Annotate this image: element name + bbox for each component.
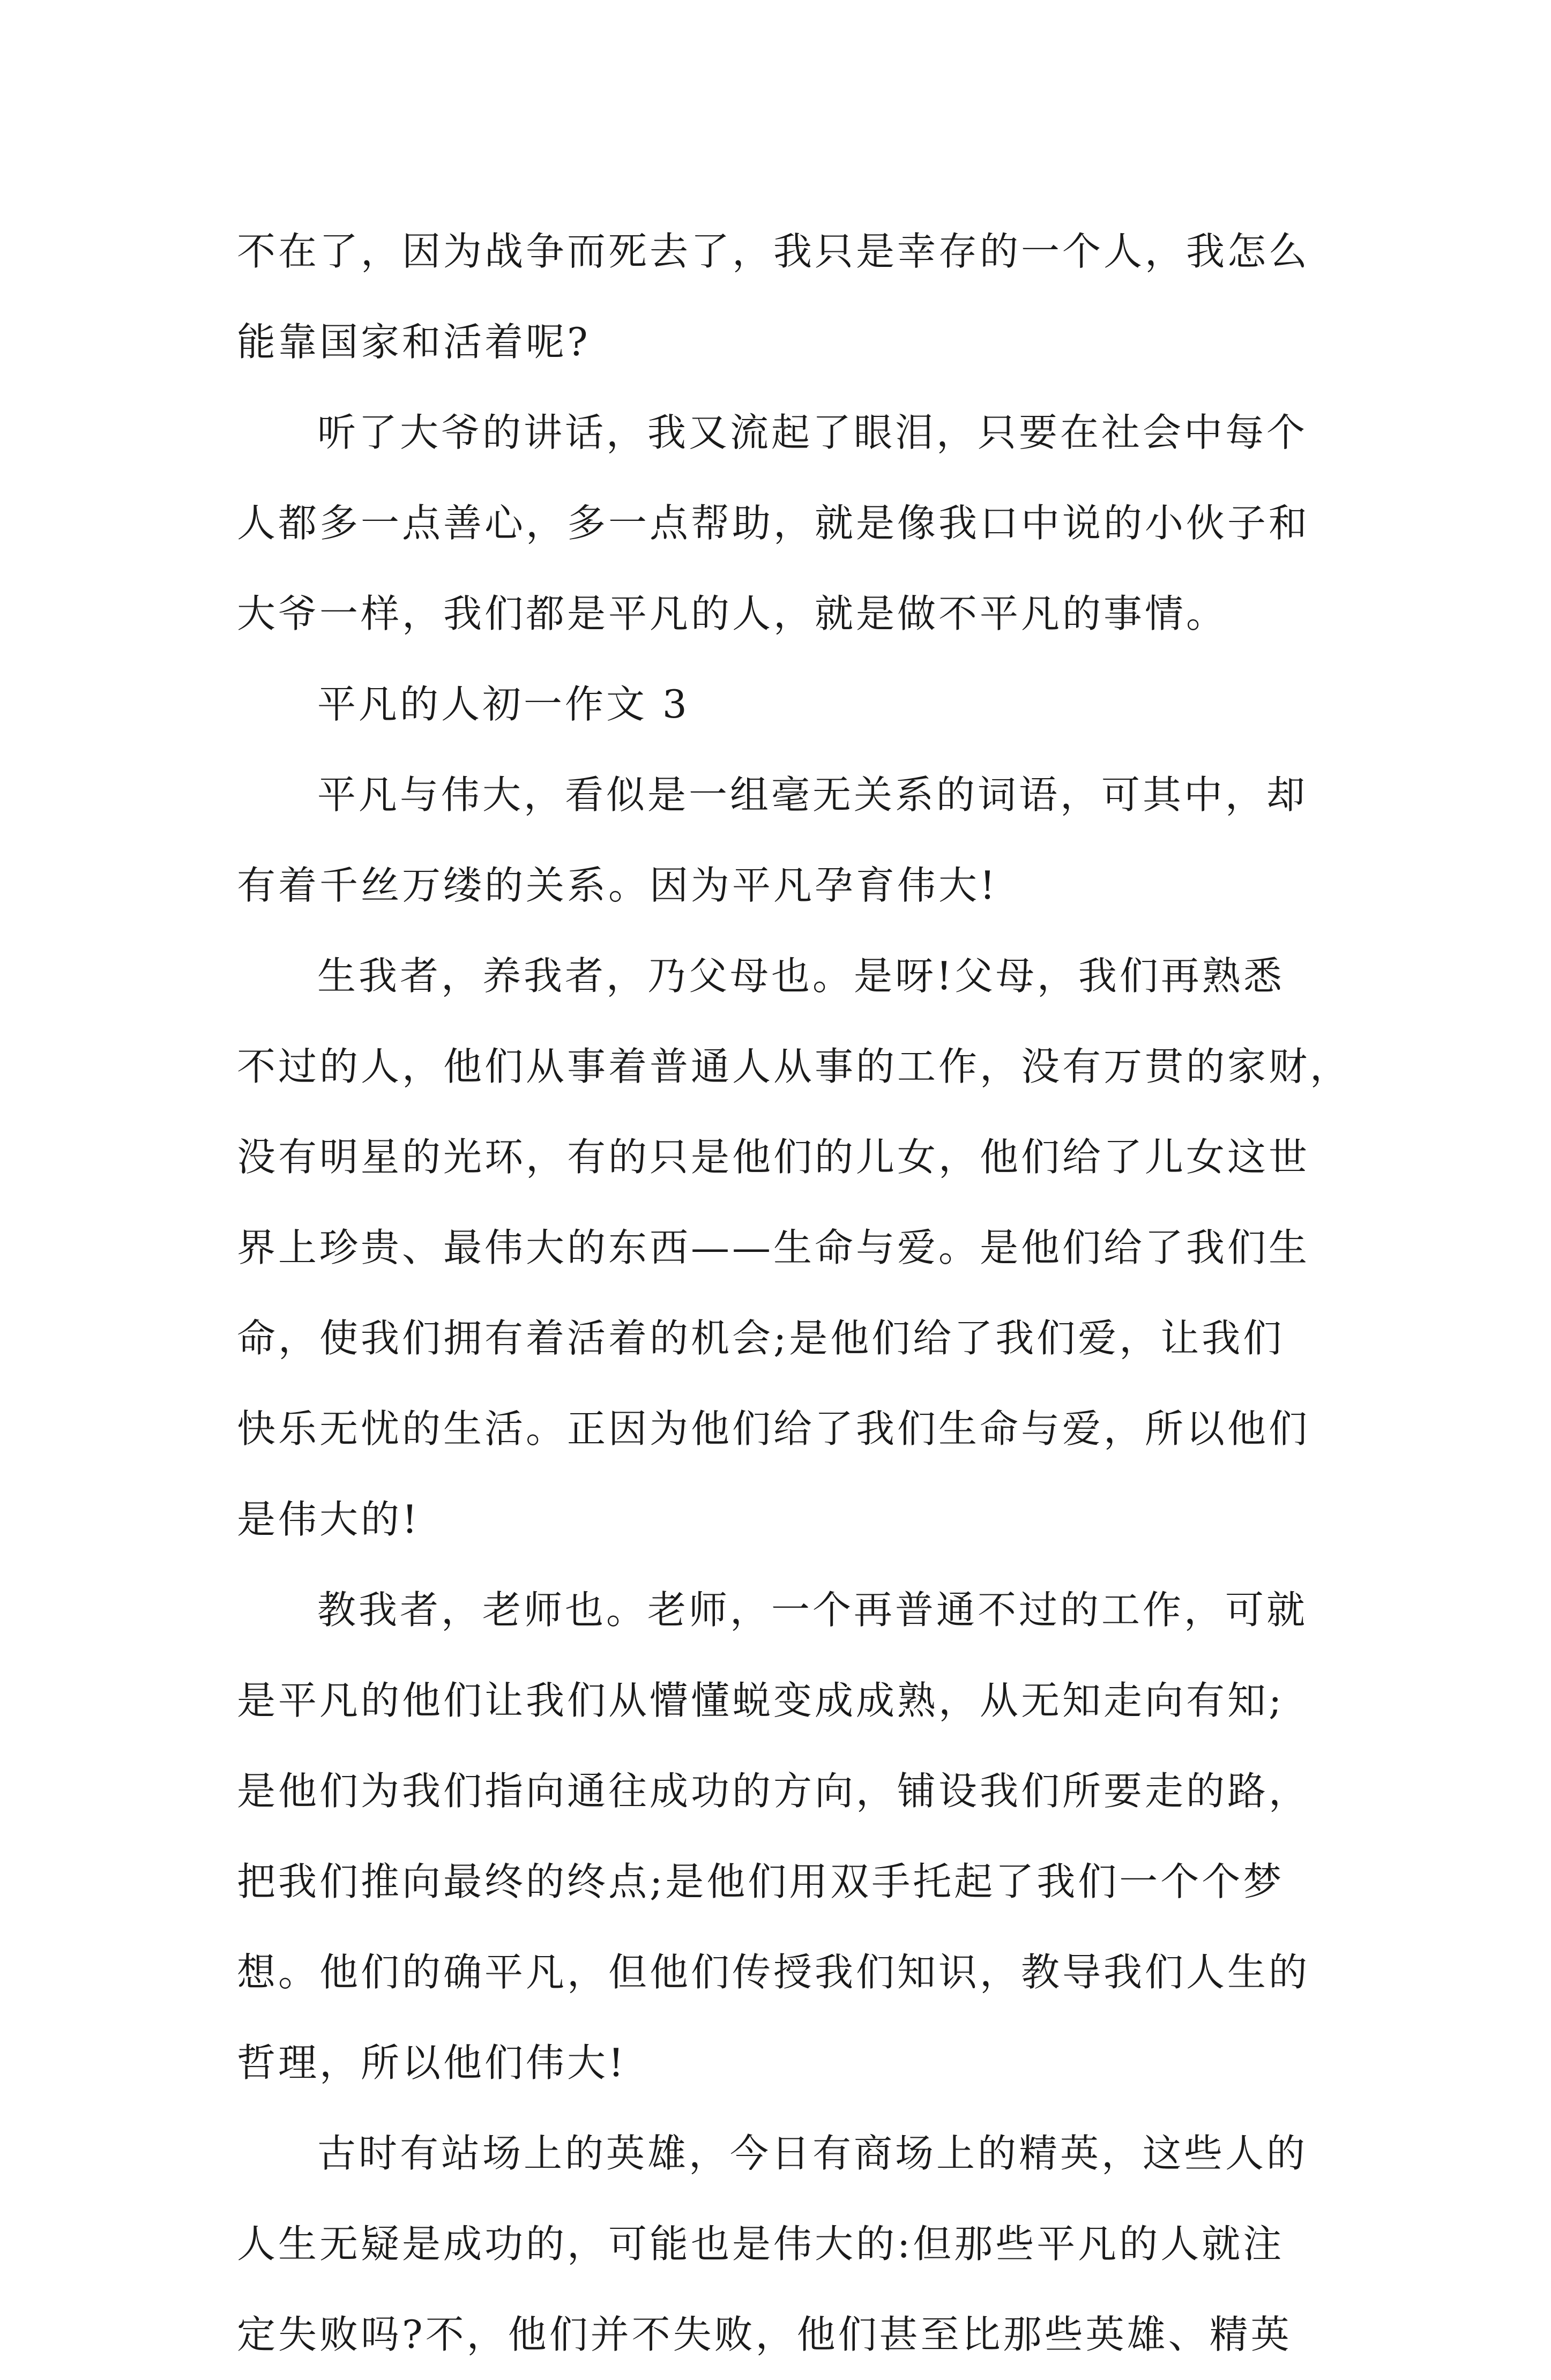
text-line: 哲理，所以他们伟大! (237, 2040, 627, 2085)
text-line: 想。他们的确平凡，但他们传授我们知识，教导我们人生的 (237, 1950, 1310, 1995)
text-line: 能靠国家和活着呢? (237, 319, 591, 364)
section-heading (237, 659, 1319, 750)
text-line: 大爷一样，我们都是平凡的人，就是做不平凡的事情。 (237, 591, 1228, 636)
document-body (237, 206, 1352, 2380)
paragraph (237, 2108, 1319, 2380)
text-line: 不在了，因为战争而死去了，我只是幸存的一个人，我怎么 (237, 229, 1310, 274)
text-line: 人生无疑是成功的，可能也是伟大的:但那些平凡的人就注 (237, 2221, 1285, 2266)
text-line: 生我者，养我者，乃父母也。是呀!父母，我们再熟悉 (317, 953, 1285, 998)
text-line: 平凡与伟大，看似是一组毫无关系的词语，可其中，却 (317, 772, 1308, 817)
paragraph (237, 387, 1319, 659)
paragraph (237, 750, 1319, 931)
text-line: 是平凡的他们让我们从懵懂蜕变成成熟，从无知走向有知; (237, 1678, 1285, 1723)
text-line: 把我们推向最终的终点;是他们用双手托起了我们一个个梦 (237, 1859, 1285, 1904)
paragraph (237, 1565, 1319, 2108)
text-line: 定失败吗?不，他们并不失败，他们甚至比那些英雄、精英 (237, 2312, 1292, 2357)
text-line: 是他们为我们指向通往成功的方向，铺设我们所要走的路， (237, 1769, 1310, 1814)
text-line: 古时有站场上的英雄，今日有商场上的精英，这些人的 (317, 2131, 1308, 2176)
text-line: 快乐无忧的生活。正因为他们给了我们生命与爱，所以他们 (237, 1406, 1310, 1451)
text-line: 人都多一点善心，多一点帮助，就是像我口中说的小伙子和 (237, 501, 1310, 546)
text-line: 平凡的人初一作文 3 (317, 682, 690, 727)
text-line: 命，使我们拥有着活着的机会;是他们给了我们爱，让我们 (237, 1316, 1285, 1361)
paragraph (237, 931, 1352, 1565)
text-line: 不过的人，他们从事着普通人从事的工作，没有万贯的家财， (237, 1044, 1352, 1089)
text-line: 没有明星的光环，有的只是他们的儿女，他们给了儿女这世 (237, 1135, 1310, 1180)
paragraph (237, 206, 1319, 387)
text-line: 教我者，老师也。老师，一个再普通不过的工作，可就 (317, 1587, 1308, 1632)
text-line: 听了大爷的讲话，我又流起了眼泪，只要在社会中每个 (317, 410, 1308, 455)
text-line: 有着千丝万缕的关系。因为平凡孕育伟大! (237, 863, 998, 908)
text-line: 是伟大的! (237, 1497, 420, 1542)
text-line: 界上珍贵、最伟大的东西——生命与爱。是他们给了我们生 (237, 1225, 1310, 1270)
